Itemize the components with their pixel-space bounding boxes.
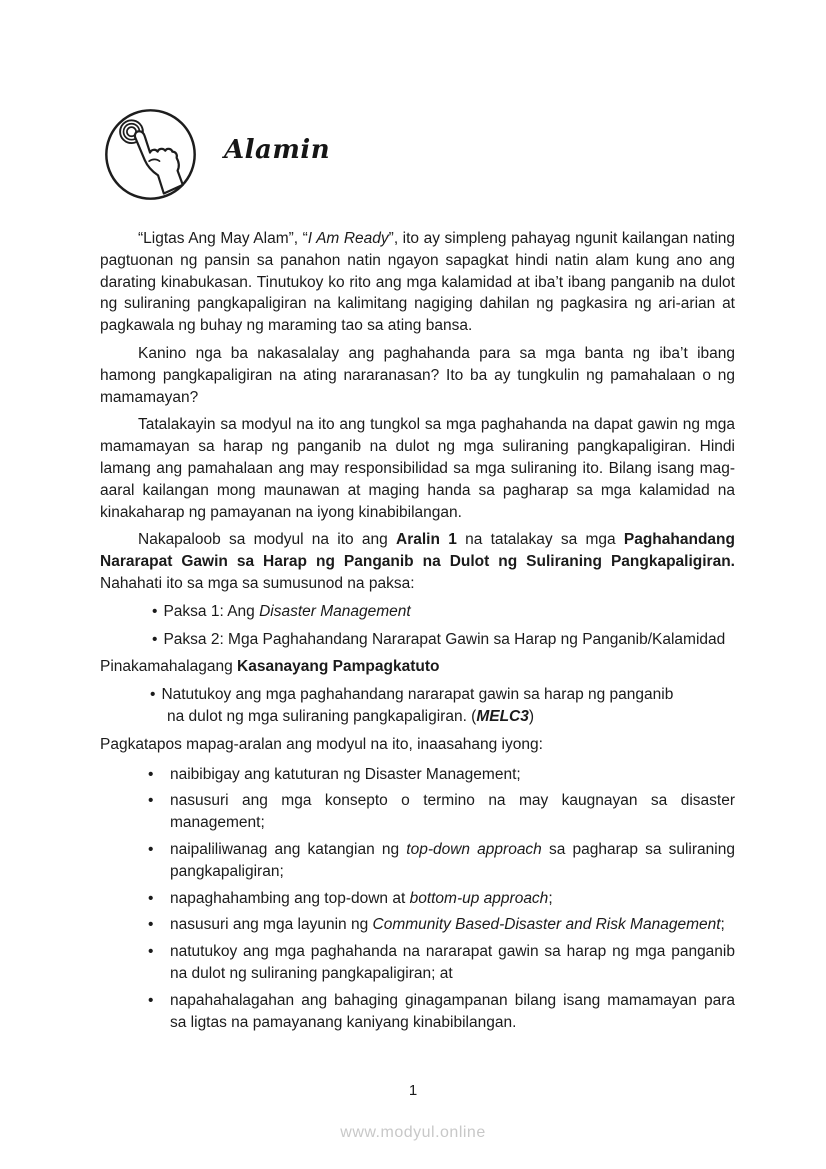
objective-text: napahahalagahan ang bahaging ginagampanan bilang isang mamamayan para sa ligtas na pamayanang kaniyang kinabibilangan. bbox=[170, 991, 735, 1031]
bullet-icon: • bbox=[148, 943, 154, 961]
paragraph-question: Kanino nga ba nakasalalay ang paghahanda para sa mga banta ng iba’t ibang hamong pangkapaligiran na ating nararanasan? Ito ba ay tungkulin ng pamahalaan o ng mamamayan? bbox=[100, 344, 735, 406]
objectives-intro: Pagkatapos mapag-aralan ang modyul na ito, inaasahang iyong: bbox=[100, 735, 543, 753]
objective-item-5 bbox=[100, 914, 735, 936]
objective-text-italic: Community Based-Disaster and Risk Management bbox=[372, 916, 721, 934]
objective-text: sa pagharap sa suliraning pangkapaligiran; bbox=[170, 840, 735, 880]
tap-hand-icon bbox=[103, 107, 198, 202]
bullet-icon: • bbox=[148, 765, 154, 783]
objective-text: napaghahambing ang top-down at bbox=[170, 889, 410, 907]
objective-text: ; bbox=[720, 916, 725, 934]
objective-item-6 bbox=[100, 941, 735, 985]
paragraph-text: Nahahati ito sa mga sa sumusunod na paksa: bbox=[100, 574, 415, 592]
topic-list bbox=[100, 601, 735, 651]
objectives-list bbox=[100, 764, 735, 1034]
section-header bbox=[103, 107, 330, 202]
bullet-icon: • bbox=[152, 630, 158, 648]
objective-item-2 bbox=[100, 790, 735, 834]
topic-text: Paksa 1: Ang bbox=[163, 602, 260, 620]
bullet-icon: • bbox=[148, 916, 154, 934]
objective-text: nasusuri ang mga layunin ng bbox=[170, 916, 373, 934]
aralin-label: Aralin 1 bbox=[396, 531, 457, 549]
melc-text: na dulot ng mga suliraning pangkapaligiran. ( bbox=[167, 707, 477, 725]
paragraph-text-italic: I Am Ready bbox=[307, 230, 389, 247]
bullet-icon: • bbox=[148, 991, 154, 1009]
skills-heading-bold: Kasanayang Pampagkatuto bbox=[237, 658, 440, 676]
objective-text-italic: top-down approach bbox=[406, 840, 542, 858]
objective-item-1 bbox=[100, 764, 735, 786]
objective-item-7 bbox=[100, 990, 735, 1034]
bullet-icon: • bbox=[148, 889, 154, 907]
melc-line-1 bbox=[150, 684, 735, 706]
melc-code: MELC3 bbox=[476, 707, 529, 725]
lesson-title: Paghahandang Nararapat Gawin sa Harap ng Panganib na Dulot ng Suliraning Pangkapaligiran. bbox=[100, 531, 735, 571]
skills-heading bbox=[100, 656, 735, 678]
skills-heading-text: Pinakamahalagang bbox=[100, 658, 238, 676]
paragraph-text: Nakapaloob sa modyul na ito ang bbox=[138, 531, 397, 549]
paragraph-module-overview: Tatalakayin sa modyul na ito ang tungkol sa mga paghahanda na dapat gawin ng mga mamamayan sa harap ng panganib na dulot ng mga suliraning pangkapaligiran. Hindi lamang ang pamahalaan ang may responsibilidad sa mga suliraning ito. Bilang isang mag-aaral kailangan mong maunawan at maging handa sa pagharap sa mga kalamidad na kinakaharap ng pamayanan na iyong kinabibilangan. bbox=[100, 416, 735, 521]
objective-item-4 bbox=[100, 888, 735, 910]
paragraph-text: “Ligtas Ang May Alam”, “ bbox=[138, 230, 308, 247]
bullet-icon: • bbox=[148, 792, 154, 810]
melc-line-2 bbox=[167, 706, 735, 728]
melc-text: Natutukoy ang mga paghahandang nararapat gawin sa harap ng panganib bbox=[161, 686, 674, 704]
paragraph-intro bbox=[100, 228, 735, 337]
objective-item-3 bbox=[100, 839, 735, 883]
bullet-icon: • bbox=[152, 602, 158, 620]
paragraph-aralin bbox=[100, 529, 735, 594]
melc-item bbox=[100, 684, 735, 728]
topic-text: Paksa 2: Mga Paghahandang Nararapat Gawin sa Harap ng Panganib/Kalamidad bbox=[163, 630, 726, 648]
topic-item-1 bbox=[152, 601, 735, 623]
bullet-icon: • bbox=[150, 686, 156, 704]
objective-text: natutukoy ang mga paghahanda na nararapat gawin sa harap ng mga panganib na dulot ng suliraning pangkapaligiran; at bbox=[170, 943, 735, 982]
objective-text: naibibigay ang katuturan ng Disaster Management; bbox=[170, 765, 521, 783]
page-content bbox=[100, 228, 735, 1038]
topic-item-2 bbox=[152, 629, 735, 651]
page-number: 1 bbox=[408, 1082, 418, 1099]
bullet-icon: • bbox=[148, 840, 154, 858]
objective-text: naipaliliwanag ang katangian ng bbox=[170, 840, 407, 858]
objective-text-italic: bottom-up approach bbox=[409, 889, 549, 907]
paragraph-text: na tatalakay sa mga bbox=[456, 531, 624, 549]
topic-text-italic: Disaster Management bbox=[259, 602, 411, 620]
paragraph-text: ”, ito ay simpleng pahayag ngunit kailangan nating pagtuonan ng pansin sa panahon natin ngayon sapagkat hindi natin alam kung ano ang darating kinabukasan. Tinutukoy ko rito ang mga kalamidad at iba’t ibang panganib na dulot ng suliraning pangkapaligiran na kalimitang nagiging dahilan ng pagkasira ng ari-arian at pagkawala ng buhay ng maraming tao sa ating bansa. bbox=[100, 230, 735, 335]
melc-text: ) bbox=[528, 707, 535, 725]
objective-text: nasusuri ang mga konsepto o termino na may kaugnayan sa disaster management; bbox=[170, 792, 735, 832]
section-title: Alamin bbox=[224, 134, 331, 165]
objective-text: ; bbox=[548, 889, 553, 907]
watermark: www.modyul.online bbox=[340, 1124, 486, 1141]
